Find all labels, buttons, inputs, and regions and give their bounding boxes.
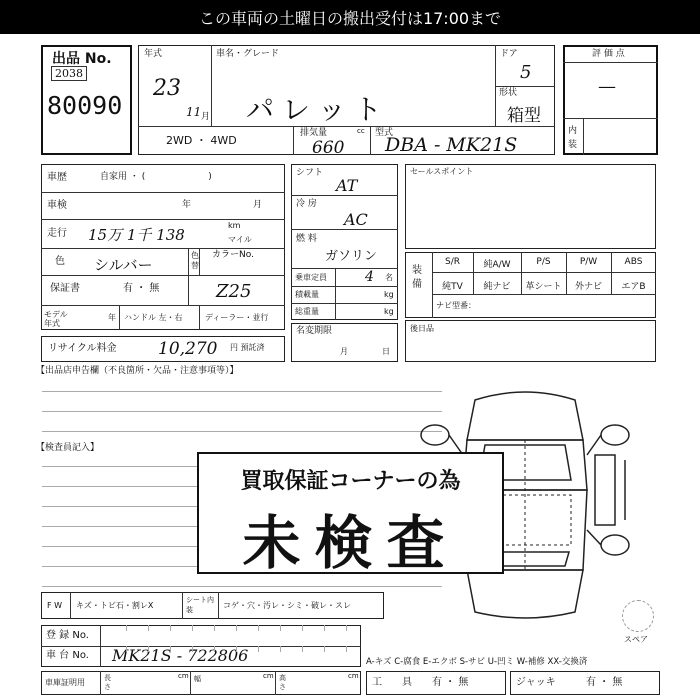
chassis-no-label: 車 台 No. (46, 650, 89, 661)
navi-model-label: ナビ型番： (436, 301, 476, 310)
equipment-item: ABS (624, 257, 643, 267)
digit-divider (236, 646, 237, 652)
year-month-unit: 月 (201, 112, 211, 122)
mileage-unit-top: km (228, 221, 241, 230)
cert-height: 高さ (279, 674, 286, 691)
history-label: 車歴 (47, 172, 67, 183)
sales-point-box (405, 164, 656, 249)
equipment-item: 純TV (442, 282, 463, 292)
mileage-label: 走行 (47, 228, 67, 239)
shift-value: AT (336, 176, 358, 195)
score-label: 評 価 点 (592, 49, 625, 59)
warranty-value: 有 ・ 無 (123, 283, 160, 294)
digit-divider (214, 625, 215, 631)
equipment-item: 外ナビ (574, 282, 602, 292)
digit-divider (280, 625, 281, 631)
digit-divider (324, 646, 325, 652)
model-year-label: モデル年式 (44, 310, 68, 328)
aftermarket-box (405, 320, 656, 362)
digit-divider (192, 646, 193, 652)
gross-label: 総重量 (295, 307, 319, 316)
digit-divider (258, 646, 259, 652)
digit-divider (346, 646, 347, 652)
ac-value: AC (344, 210, 368, 229)
fw-text: キズ・トビ石・割レX (76, 601, 154, 610)
year-month: 11 (186, 105, 202, 119)
digit-divider (258, 625, 259, 631)
recycle-value: 10,270 (158, 339, 218, 359)
jack-label: ジャッキ (516, 677, 556, 688)
not-inspected-stamp (197, 452, 504, 577)
warranty-label: 保証書 (50, 283, 80, 294)
equipment-item: 革シート (525, 282, 562, 292)
color-no-value: Z25 (216, 281, 252, 302)
shape-label: 形状 (499, 88, 518, 98)
exhibitor-notes-label: 【出品店申告欄（不良箇所・欠品・注意事項等）】 (36, 366, 239, 376)
tools-label: 工 具 (372, 677, 412, 688)
digit-divider (280, 646, 281, 652)
cert-label: 車庫証明用 (45, 678, 85, 687)
lot-sub: 2038 (51, 66, 87, 81)
inspector-notes-label: 【検査員記入】 (36, 443, 100, 453)
drive-options: 2WD ・ 4WD (166, 134, 237, 147)
color-label: 色 (55, 256, 65, 267)
shift-label: シフト (296, 168, 324, 178)
load-label: 積載量 (295, 290, 319, 299)
model-value: DBA - MK21S (385, 134, 518, 156)
digit-divider (346, 625, 347, 631)
digit-divider (170, 625, 171, 631)
inspection-month: 月 (253, 200, 263, 210)
spare-circle (622, 600, 654, 632)
mileage-unit-bottom: マイル (228, 235, 252, 244)
cert-width: 幅 (194, 675, 201, 683)
color-no-label: カラーNo. (212, 250, 254, 260)
inspection-label: 車検 (47, 200, 67, 211)
fuel-value: ガソリン (325, 249, 378, 264)
history-value: 自家用 ・ ( ) (100, 172, 212, 182)
mileage-value: 15万 1千 138 (88, 226, 185, 244)
digit-divider (126, 646, 127, 652)
digit-divider (192, 625, 193, 631)
cert-unit-3: cm (348, 672, 359, 680)
digit-divider (214, 646, 215, 652)
name-value: パレット (246, 93, 390, 126)
digit-divider (302, 646, 303, 652)
equipment-item: P/W (579, 257, 598, 267)
color-value: シルバー (94, 256, 153, 274)
digit-divider (170, 646, 171, 652)
shape-value: 箱型 (507, 106, 541, 126)
name-change-day: 日 (382, 347, 390, 356)
spare-label: スペア (624, 635, 648, 644)
fw-interior-label: シート内装 (186, 596, 214, 614)
name-change-month: 月 (340, 347, 348, 356)
fw-label: F W (47, 601, 63, 610)
load-unit: kg (384, 290, 394, 299)
doors-label: ドア (500, 49, 518, 59)
year-label: 年式 (144, 49, 163, 59)
capacity-label: 乗車定員 (295, 273, 327, 282)
interior-label: 内装 (568, 126, 578, 150)
digit-divider (302, 625, 303, 631)
name-change-label: 名変期限 (296, 326, 333, 336)
stamp-line2: 未検査 (242, 509, 459, 577)
sales-point-label: セールスポイント (410, 167, 474, 176)
digit-divider (126, 625, 127, 631)
ac-label: 冷 房 (296, 199, 317, 209)
tools-value: 有 ・ 無 (432, 677, 469, 688)
score-value: — (598, 76, 616, 97)
name-label: 車名・グレード (216, 49, 280, 59)
equipment-item: 純A/W (483, 260, 511, 270)
aftermarket-label: 後日品 (410, 324, 434, 333)
year-value: 23 (153, 76, 181, 101)
banner: この車両の土曜日の搬出受付は17:00まで (0, 0, 700, 34)
model-label: 型式 (375, 128, 394, 138)
recycle-unit: 円 預託済 (230, 343, 265, 352)
digit-divider (148, 625, 149, 631)
capacity-value: 4 (365, 269, 374, 285)
displacement-unit: cc (357, 127, 365, 135)
cert-length: 長さ (104, 674, 111, 691)
handle-options: ハンドル 左・右 (124, 313, 183, 322)
capacity-unit: 名 (385, 273, 393, 282)
fuel-label: 燃 料 (296, 234, 317, 244)
lot-label: 出品 No. (52, 51, 112, 67)
fw-interior-text: コゲ・穴・汚レ・シミ・破レ・スレ (223, 601, 351, 610)
dealer-options: ディーラー・並行 (205, 313, 269, 322)
digit-divider (236, 625, 237, 631)
digit-divider (148, 646, 149, 652)
cert-box (41, 671, 361, 695)
recycle-label: リサイクル料金 (48, 343, 117, 354)
stamp-line1: 買取保証コーナーの為 (240, 469, 461, 494)
displacement-label: 排気量 (300, 128, 328, 138)
damage-legend: A-キズ C-腐食 E-エクボ S-サビ U-凹ミ W-補修 XX-交換済 (366, 657, 588, 667)
equipment-item: 純ナビ (483, 282, 511, 292)
equipment-item: P/S (536, 257, 551, 267)
registration-no-label: 登 録 No. (46, 630, 89, 641)
ruled-line (42, 586, 442, 587)
jack-value: 有 ・ 無 (586, 677, 623, 688)
digit-divider (324, 625, 325, 631)
displacement-value: 660 (312, 138, 345, 158)
doors-value: 5 (520, 62, 532, 83)
equipment-label: 装備 (412, 265, 422, 290)
gross-unit: kg (384, 307, 394, 316)
model-year-unit: 年 (108, 313, 116, 322)
cert-unit-1: cm (178, 672, 189, 680)
equipment-item: S/R (445, 257, 460, 267)
equipment-item: エアB (621, 282, 646, 292)
chassis-no-value: MK21S - 722806 (112, 646, 249, 665)
inspection-year: 年 (182, 200, 192, 210)
color-change-label: 色替 (191, 251, 199, 270)
lot-number: 80090 (47, 91, 123, 120)
cert-unit-2: cm (263, 672, 274, 680)
